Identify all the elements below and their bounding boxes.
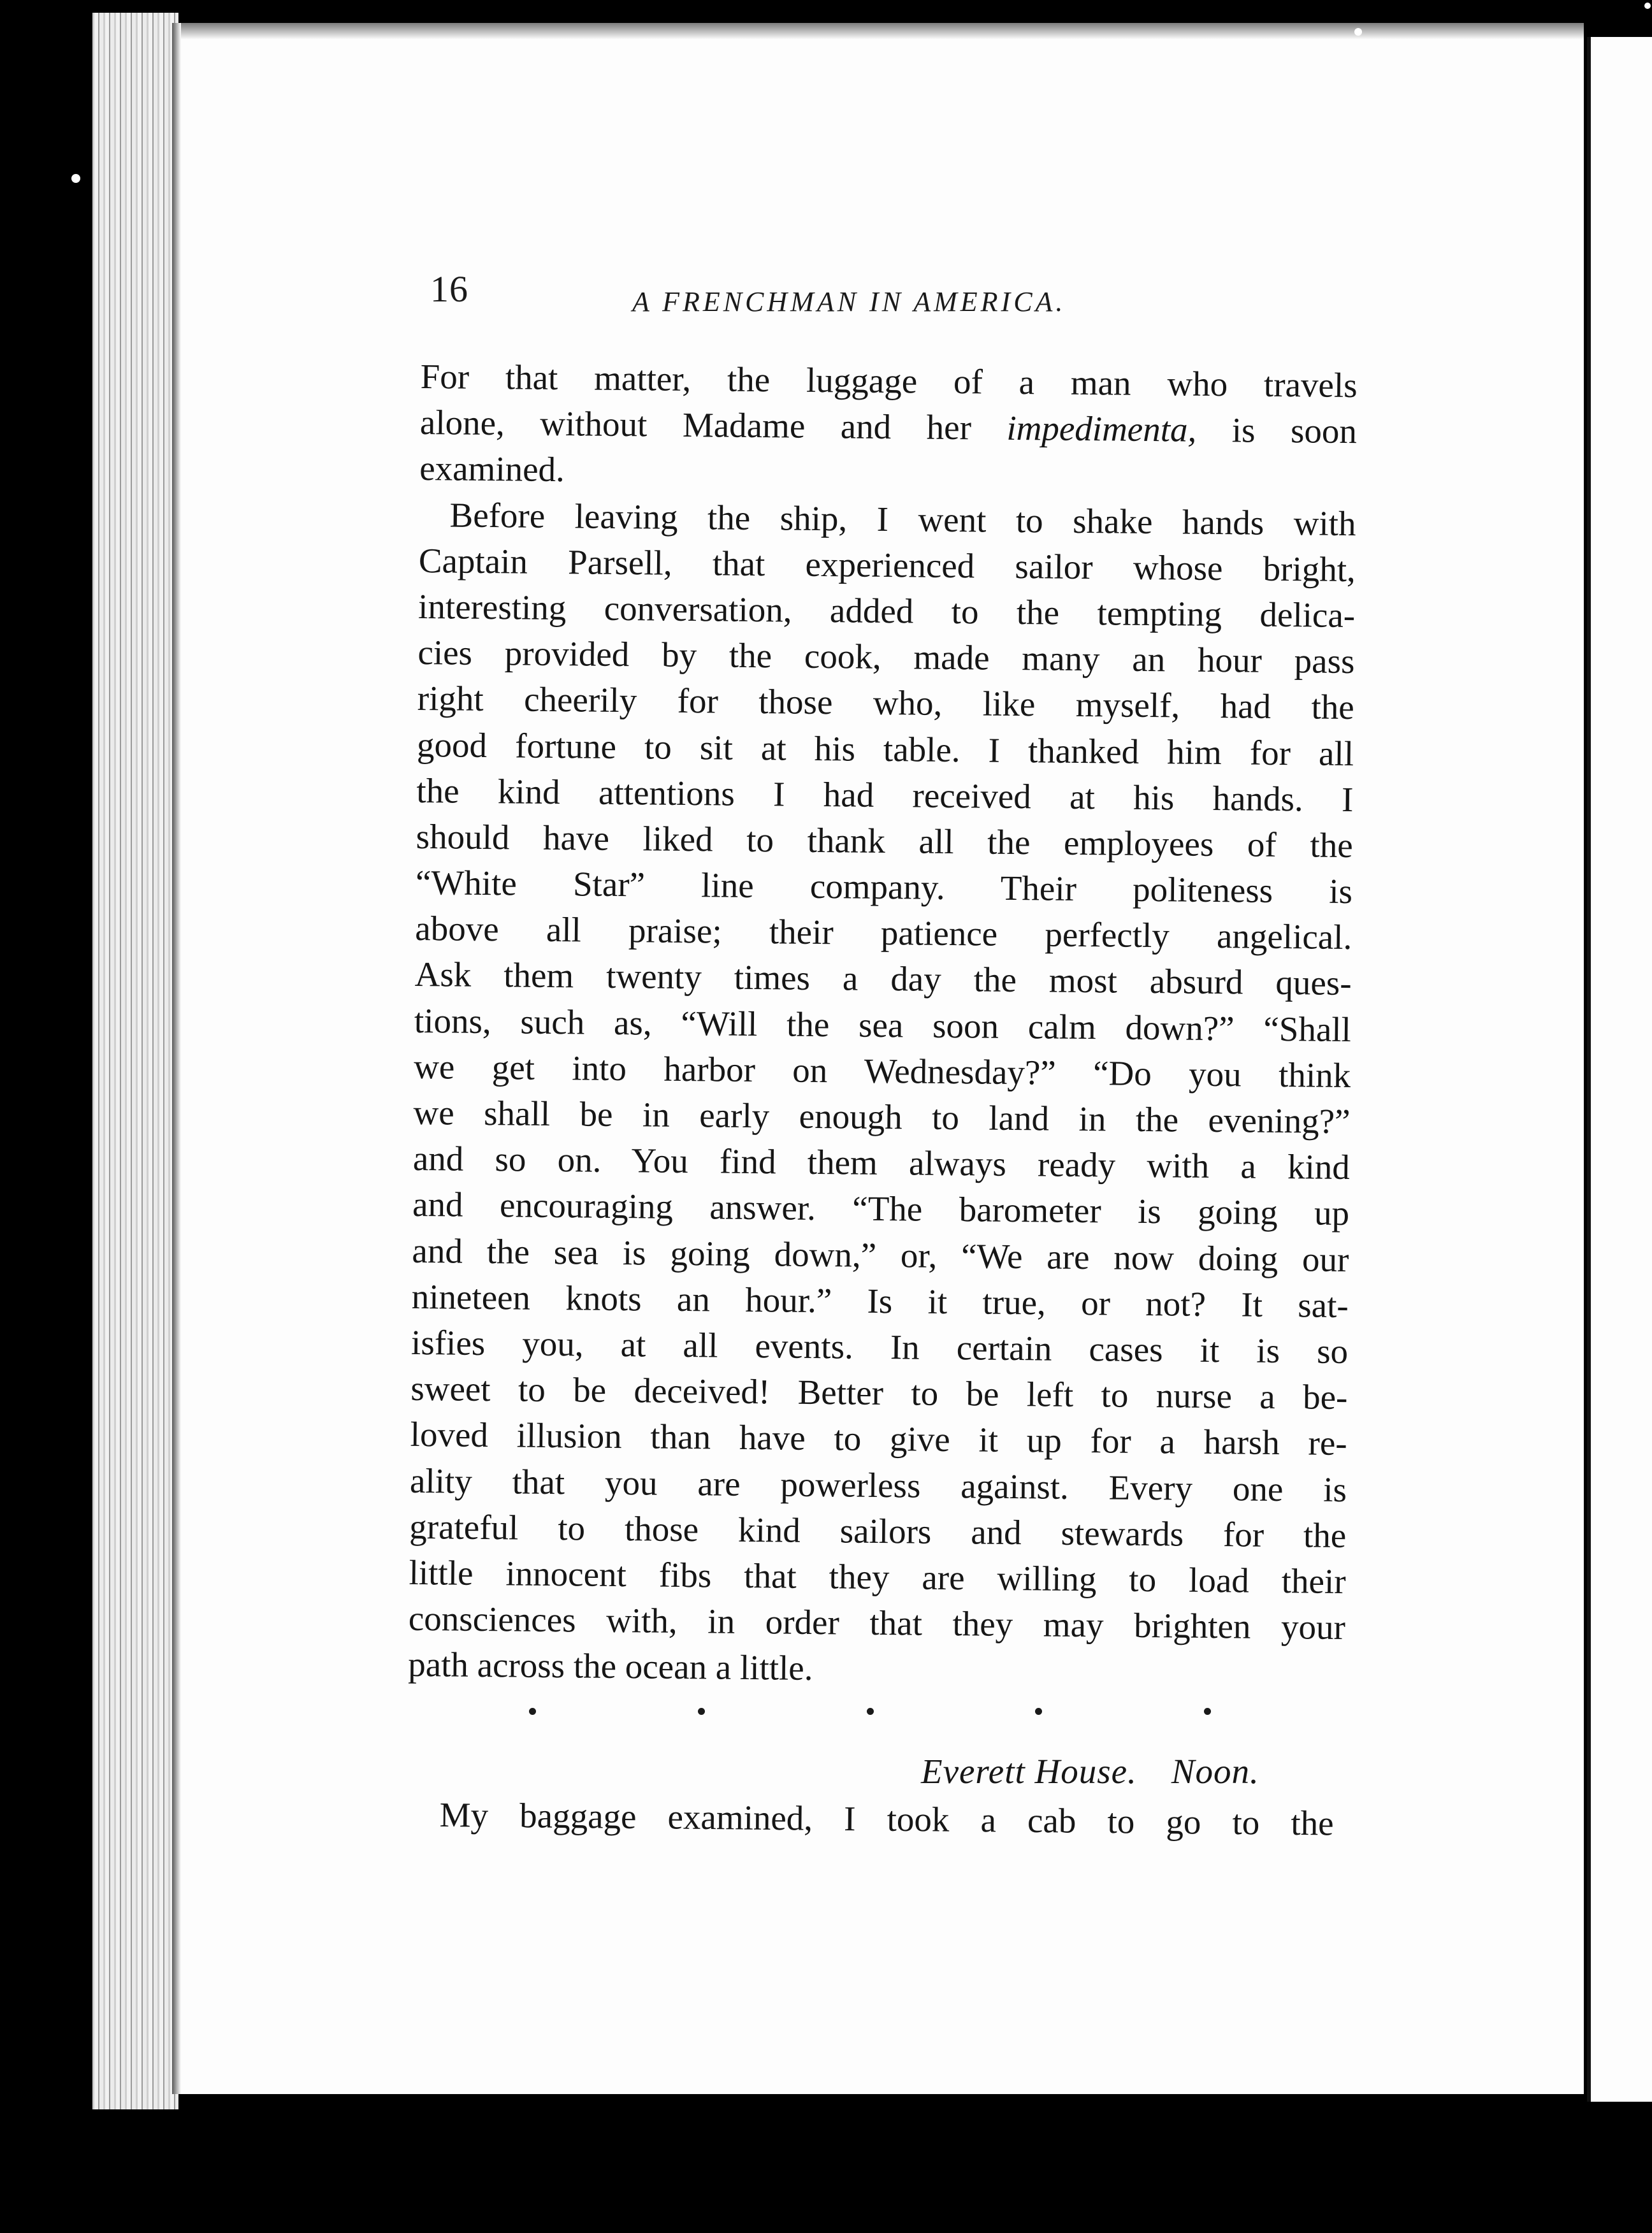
section-break [529,1708,1211,1715]
italic-word: impedimenta, [1006,408,1197,449]
paragraph-2-line: should have liked to thank all the employees of the [416,816,1353,865]
running-head: A FRENCHMAN IN AMERICA. [632,286,1066,317]
paragraph-2-line: sweet to be deceived! Better to be left to nurse a be- [410,1369,1348,1417]
paragraph-3-line: My baggage examined, I took a cab to go to the [439,1795,1334,1843]
paragraph-2-line: and the sea is going down,” or, “We are now doing our [412,1231,1349,1279]
paragraph-2-line: tions, such as, “Will the sea soon calm down?” “Shall [414,1001,1352,1049]
paragraph-2-line: we get into harbor on Wednesday?” “Do you think [413,1046,1351,1095]
scan-speck [71,174,80,183]
dateline-time: Noon. [1171,1752,1259,1791]
paragraph-2-line: ality that you are powerless against. Every one is [409,1461,1347,1509]
ornament-dot [698,1708,705,1715]
dateline [921,1751,1259,1791]
paragraph-2-line: above all praise; their patience perfectly angelical. [415,909,1352,957]
ornament-dot [1204,1708,1211,1715]
paragraph-2-line: we shall be in early enough to land in the evening?” [413,1092,1351,1141]
paragraph-2-line: the kind attentions I had received at his hands. I [416,770,1354,819]
paragraph-2-line: cies provided by the cook, made many an hour pass [417,633,1355,681]
facing-page-edge [1587,37,1652,2102]
line-text: alone, without Madame and her [419,403,972,447]
paragraph-2-line: consciences with, in order that they may brighten your [408,1598,1346,1647]
body-text [408,354,1358,1696]
paragraph-2-line: and encouraging answer. “The barometer is going up [412,1185,1350,1233]
paragraph-2-line: “White Star” line company. Their politeness is [415,863,1353,911]
ornament-dot [1035,1708,1042,1715]
paragraph-2-line: little innocent fibs that they are willing to load their [409,1552,1346,1601]
paragraph-2-line: right cheerily for those who, like myself, had the [417,679,1355,727]
paragraph-1-line-1: For that matter, the luggage of a man who travels [420,356,1358,405]
ornament-dot [529,1708,536,1715]
paragraph-2-line: loved illusion than have to give it up for a harsh re- [410,1415,1347,1463]
page-edges [92,13,178,2109]
scan-speck [1644,3,1651,9]
paragraph-2-line: nineteen knots an hour.” Is it true, or not? It sat- [411,1276,1349,1325]
scan-speck [1354,28,1362,36]
paragraph-2-line: and so on. You find them always ready with a kind [412,1139,1351,1187]
paragraph-2-line: interesting conversation, added to the tempting delica- [417,586,1356,635]
page-gutter-shadow [172,23,181,2094]
page-top-shadow [172,23,1584,40]
line-text: is soon [1231,410,1358,451]
page-number: 16 [430,268,468,310]
dateline-place: Everett House. [921,1752,1137,1791]
ornament-dot [867,1708,874,1715]
paragraph-2-line: isfies you, at all events. In certain cases it is so [410,1322,1349,1371]
paragraph-2-line: Ask them twenty times a day the most absurd ques- [414,955,1352,1003]
paragraph-1-line-3: examined. [419,449,565,489]
paragraph-2-line: Captain Parsell, that experienced sailor whose bright, [418,540,1356,589]
paragraph-2-line: path across the ocean a little. [407,1645,813,1688]
paragraph-2-line: grateful to those kind sailors and stewards for the [409,1507,1347,1555]
paragraph-2-line: good fortune to sit at his table. I thanked him for all [416,725,1354,773]
paragraph-2-line: Before leaving the ship, I went to shake hands with [449,495,1356,543]
